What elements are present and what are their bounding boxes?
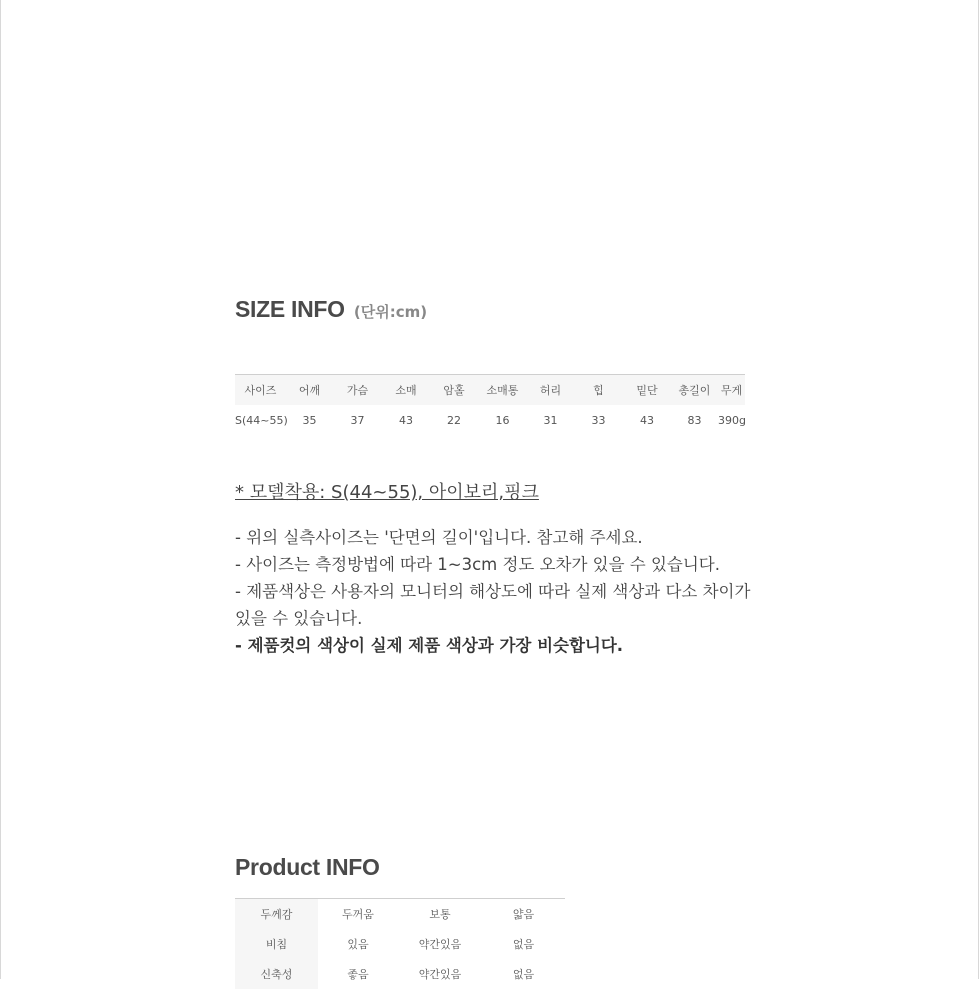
product-attribute-option: 약간있음 — [418, 968, 462, 981]
model-wearing-note: * 모델착용: S(44~55), 아이보리,핑크 — [235, 482, 539, 503]
product-attribute-option: 보통 — [398, 899, 482, 930]
size-cell: 16 — [495, 413, 510, 427]
product-info-table — [235, 898, 565, 989]
size-info-title: SIZE INFO — [235, 296, 345, 322]
size-cell: 35 — [302, 413, 317, 427]
size-cell: 43 — [640, 413, 654, 427]
product-attribute-label: 신축성 — [235, 959, 318, 989]
size-cell: 43 — [399, 413, 413, 427]
size-cell: 31 — [543, 413, 558, 427]
notice-line: - 사이즈는 측정방법에 따라 1~3cm 정도 오차가 있을 수 있습니다. — [235, 555, 720, 574]
notice-list — [235, 524, 755, 659]
size-table-header: 밑단 — [623, 375, 671, 406]
size-table-header-row — [235, 375, 745, 406]
size-table-header: 총길이 — [671, 375, 718, 406]
size-cell: 83 — [687, 413, 702, 427]
size-cell: S(44~55) — [235, 413, 288, 427]
table-row — [235, 405, 745, 435]
table-row — [235, 959, 565, 989]
size-table-header: 힙 — [574, 375, 623, 406]
table-row — [235, 899, 565, 930]
size-cell: 22 — [447, 413, 461, 427]
size-table-header: 허리 — [527, 375, 574, 406]
size-cell: 390g — [718, 413, 746, 427]
product-attribute-label: 비침 — [235, 929, 318, 959]
product-attribute-option: 두꺼움 — [318, 899, 398, 930]
size-table-header: 소매 — [382, 375, 430, 406]
size-info-heading — [235, 296, 427, 323]
size-table-header: 무게 — [718, 375, 745, 406]
size-table-header: 암홀 — [430, 375, 478, 406]
table-row — [235, 929, 565, 959]
size-table-header: 사이즈 — [235, 375, 286, 406]
size-table-header: 가슴 — [333, 375, 382, 406]
size-table — [235, 374, 745, 435]
size-table-header: 어깨 — [286, 375, 333, 406]
notice-line: - 위의 실측사이즈는 '단면의 길이'입니다. 참고해 주세요. — [235, 528, 643, 547]
product-attribute-option: 없음 — [512, 968, 535, 981]
size-cell: 33 — [591, 413, 606, 427]
product-info-title: Product INFO — [235, 854, 380, 880]
product-attribute-option: 있음 — [347, 938, 369, 951]
size-cell: 37 — [350, 413, 365, 427]
product-attribute-option: 약간있음 — [418, 938, 462, 951]
notice-line: - 제품색상은 사용자의 모니터의 해상도에 따라 실제 색상과 다소 차이가 있을 수 있습니다. — [235, 582, 751, 628]
notice-line-bold: - 제품컷의 색상이 실제 제품 색상과 가장 비슷합니다. — [235, 636, 624, 655]
product-attribute-option: 좋음 — [347, 968, 369, 981]
size-info-unit: (단위:cm) — [353, 303, 428, 321]
product-attribute-option: 없음 — [512, 938, 535, 951]
left-border — [0, 0, 1, 979]
product-attribute-label: 두께감 — [235, 899, 318, 930]
size-table-header: 소매통 — [478, 375, 527, 406]
product-attribute-option: 얇음 — [482, 899, 565, 930]
